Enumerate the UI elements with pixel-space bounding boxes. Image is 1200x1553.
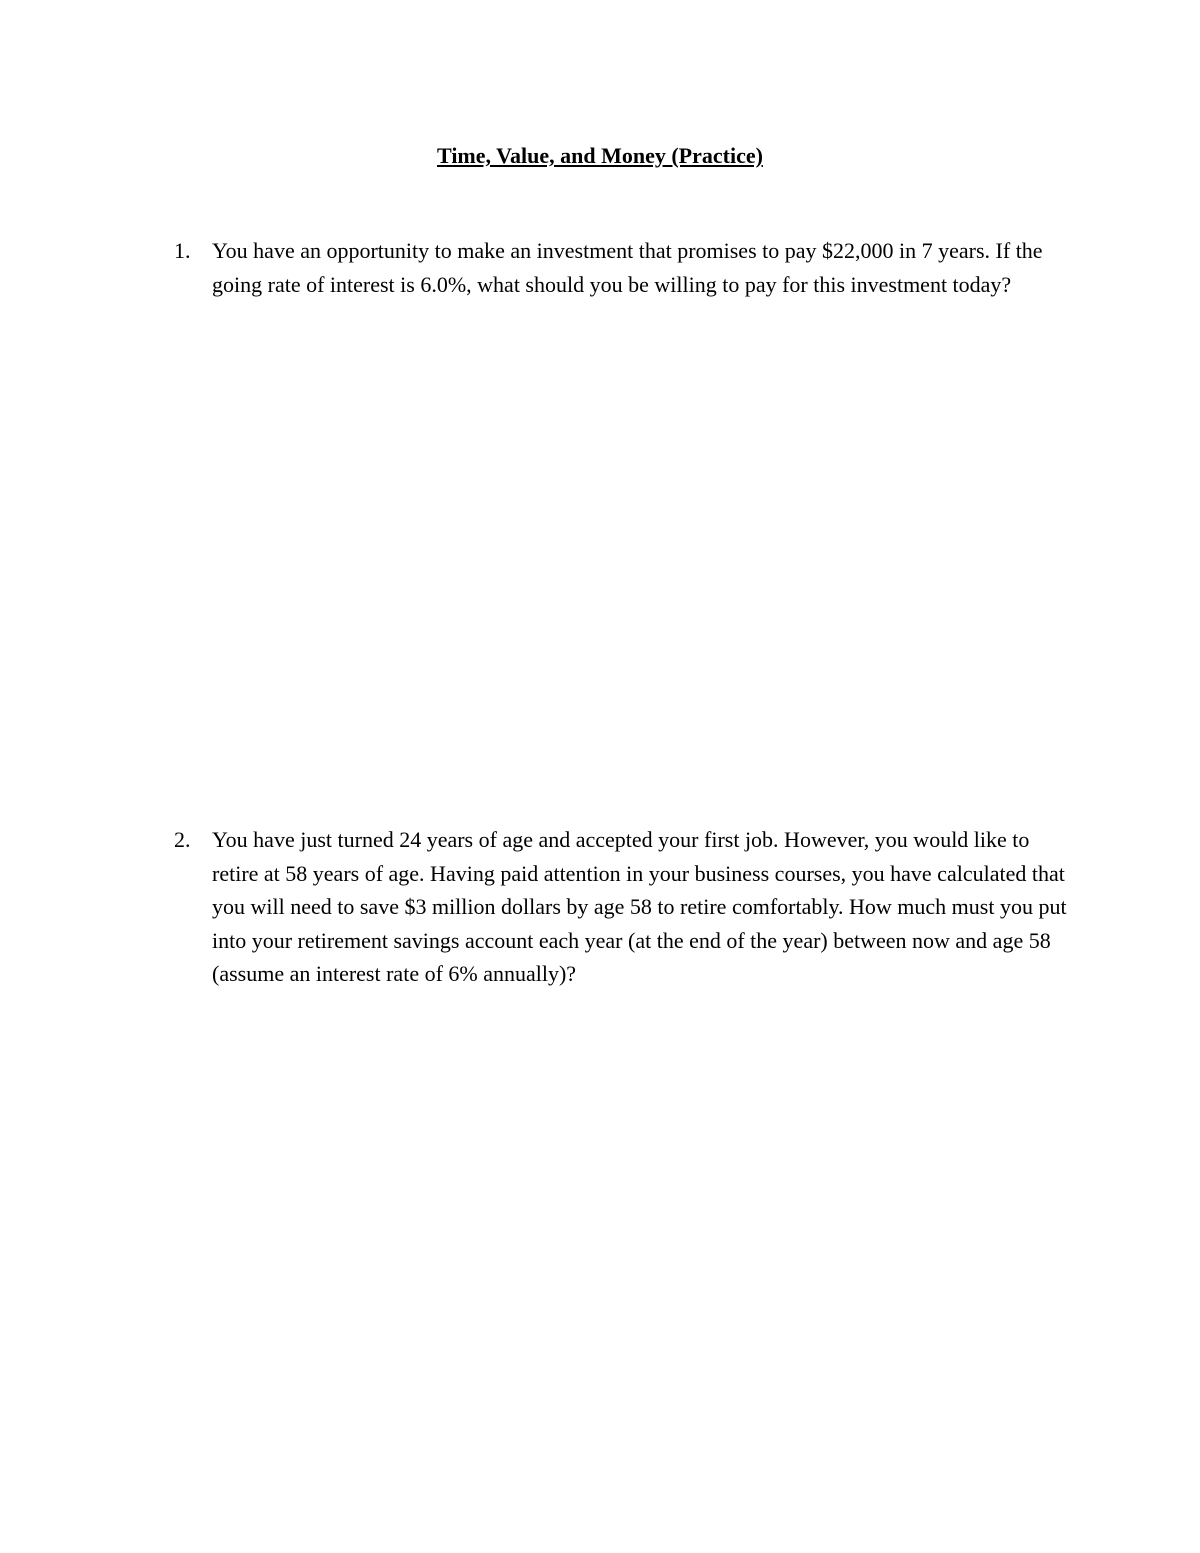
question-item (174, 234, 1074, 301)
question-text: You have just turned 24 years of age and accepted your first job. However, you would like to retire at 58 years of age. Having paid attention in your business courses, you have calculated that you will need to save $3 million dollars by age 58 to retire comfortably. How much must you put into your retirement savings account each year (at the end of the year) between now and age 58 (assume an interest rate of 6% annually)? (212, 827, 1067, 986)
document-title: Time, Value, and Money (Practice) (437, 143, 763, 168)
question-text: You have an opportunity to make an investment that promises to pay $22,000 in 7 years. If the going rate of interest is 6.0%, what should you be willing to pay for this investment today? (212, 238, 1043, 297)
question-number: 2. (174, 827, 191, 852)
question-item (174, 823, 1074, 991)
question-number: 1. (174, 238, 191, 263)
